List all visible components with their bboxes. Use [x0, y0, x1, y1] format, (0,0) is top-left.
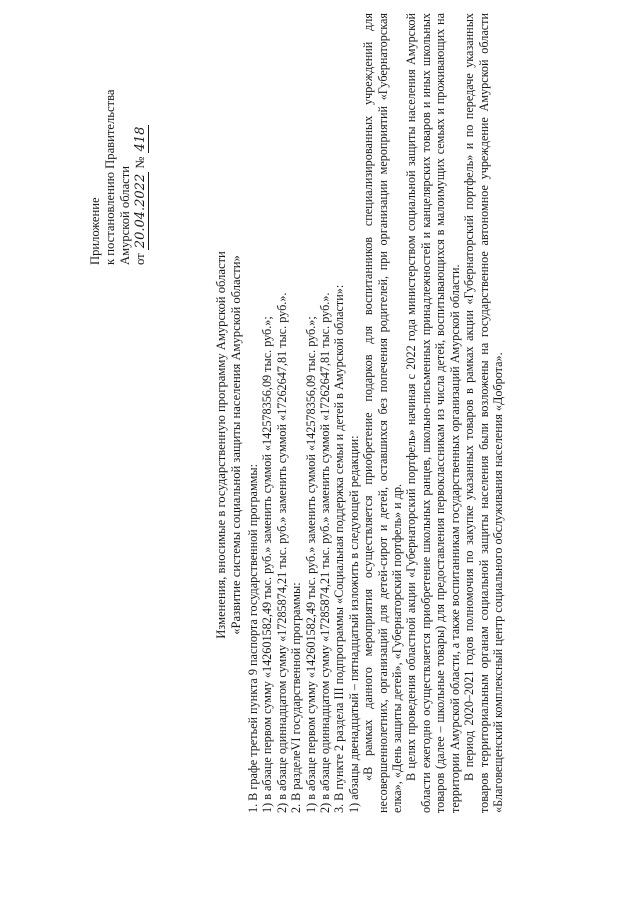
paragraph: «В рамках данного мероприятия осуществляется приобретение подарков для воспитанников специализированных учреждений для несовершеннолетних, организаций для детей-сирот и детей, оставшихся без попечения родителей, при организации мероприятий «Губернаторская елка», «День защиты детей», «Губернаторский портфель» и др.: [361, 13, 405, 813]
paragraph: 1) абзацы двенадцатый – пятнадцатый изложить в следующей редакции:: [346, 435, 361, 813]
handwritten-number: 418: [133, 126, 148, 152]
paragraph: 1) в абзаце первом сумму «142601582,49 тыс. руб.» заменить суммой «142578356,09 тыс. руб.»;: [303, 316, 318, 813]
appendix-resolution: к постановлению Правительства: [103, 89, 117, 265]
number-prefix: №: [133, 156, 147, 169]
paragraph: 3. В пункте 2 раздела III подпрограммы «Социальная поддержка семьи и детей в Амурской области»:: [332, 284, 347, 813]
document-body: [246, 13, 505, 813]
appendix-region: Амурской области: [118, 165, 132, 265]
paragraph: 2. В разделеVI государственной программы:: [289, 582, 304, 813]
paragraph: 2) в абзаце одиннадцатом сумму «17285874,21 тыс. руб.» заменить суммой «17262647,81 тыс. руб.».: [318, 292, 333, 813]
paragraph: 2) в абзаце одиннадцатом сумму «17285874,21 тыс. руб.» заменить суммой «17262647,81 тыс. руб.».: [274, 292, 289, 813]
document-title: [214, 165, 244, 725]
handwritten-date: 20.04.2022: [133, 173, 148, 249]
paragraph: В период 2020–2021 годов полномочия по закупке указанных товаров в рамках акции «Губернаторский портфель» и по передаче указанных товаров территориальным органам социальной защиты населения были возложены на государственное автономное учреждение Амурской области «Благовещенский комплексный центр социального обслуживания населения «Доброта».: [462, 13, 505, 813]
paragraph: В целях проведения областной акции «Губернаторский портфель» начиная с 2022 года министерством социальной защиты населения Амурской области ежегодно осуществляется приобретение школьных ранцев, школьно-письменных принадлежностей и канцелярских товаров и иных школьных товаров (далее – школьные товары) для предоставления первоклассникам из числа детей, воспитывающихся в малоимущих семьях и проживающих на территории Амурской области, а также воспитанникам государственных организаций Амурской области.: [404, 13, 462, 813]
date-prefix: от: [133, 253, 147, 265]
appendix-date-line: [133, 25, 148, 265]
title-line-2: «Развитие системы социальной защиты населения Амурской области»: [229, 255, 243, 635]
paragraph: 1. В графе третьей пункта 9 паспорта государственной программы:: [246, 464, 260, 813]
paragraph: 1) в абзаце первом сумму «142601582,49 тыс. руб.» заменить суммой «142578356,09 тыс. руб.»;: [260, 316, 275, 813]
title-line-1: Изменения, вносимые в государственную программу Амурской области: [214, 251, 228, 639]
appendix-header: [88, 25, 148, 265]
appendix-label: Приложение: [88, 197, 102, 265]
